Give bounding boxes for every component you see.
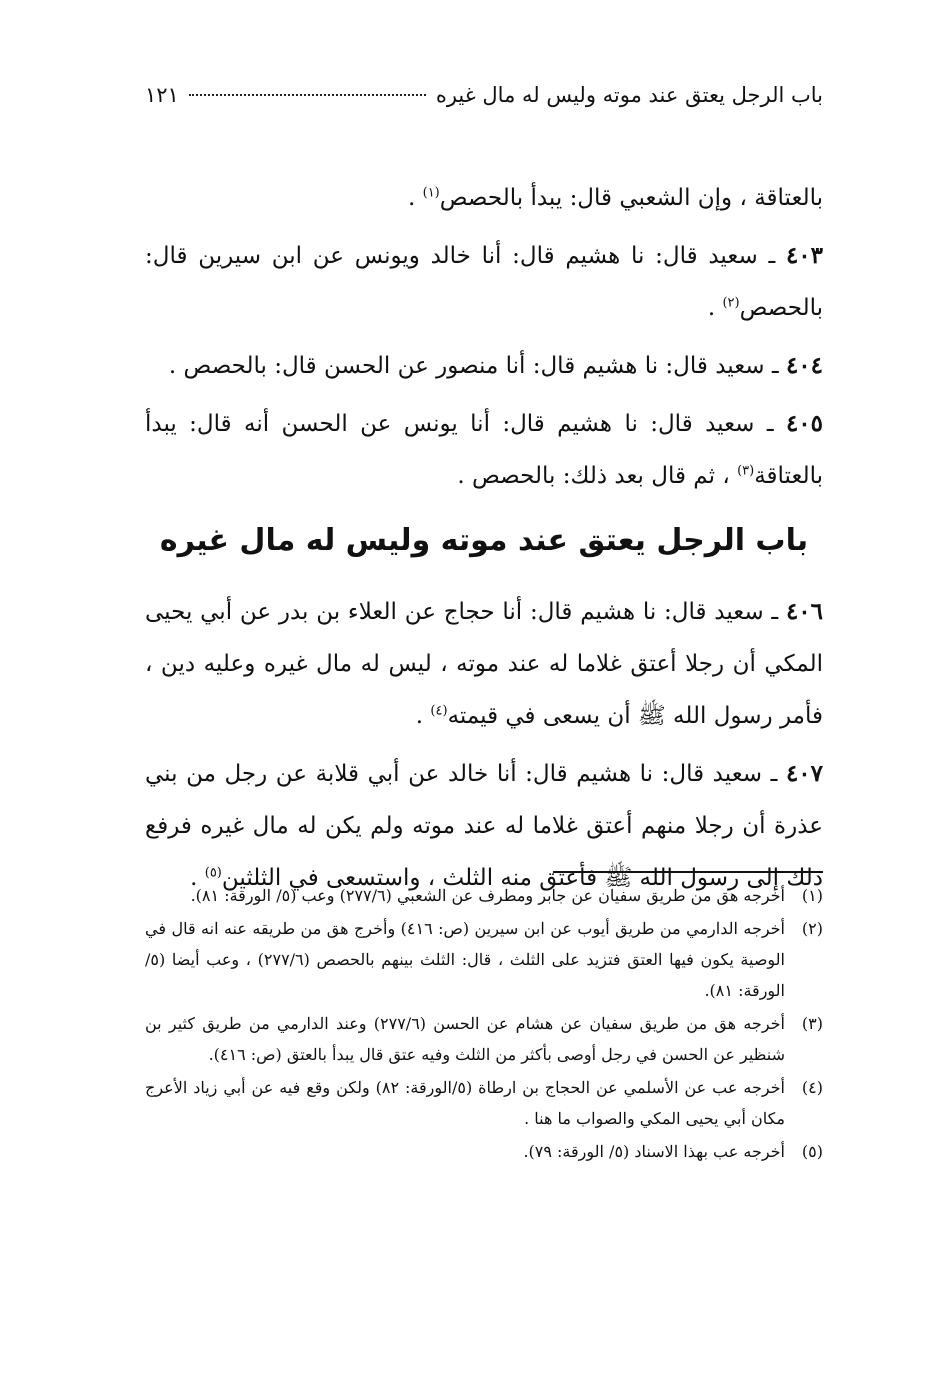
footnote-ref: (٥) — [204, 865, 222, 881]
footnote-number: (١) — [801, 886, 823, 905]
footnote-4 — [145, 1072, 823, 1134]
paragraph-tail: ، ثم قال بعد ذلك: بالحصص . — [457, 463, 738, 489]
paragraph-404 — [145, 340, 823, 392]
footnote-3 — [145, 1008, 823, 1070]
paragraph-text: ـ سعيد قال: نا هشيم قال: أنا خالد ويونس عن ابن سيرين قال: بالحصص — [145, 243, 823, 321]
paragraph-tail: . — [190, 865, 205, 891]
footnote-number: (٢) — [801, 919, 823, 938]
dot-leader — [189, 94, 426, 96]
paragraph-number: ٤٠٥ — [785, 410, 823, 437]
body-text — [145, 172, 823, 904]
footnote-number: (٣) — [801, 1014, 823, 1033]
footnote-text: أخرجه الدارمي من طريق أيوب عن ابن سيرين (ص: ٤١٦) وأخرج هق من طريقه عنه انه قال في الوصية يكون فيها العتق فتزيد على الثلث ، قال: الثلث بينهم بالحصص (٢٧٧/٦) ، وعب أيضا (٥/ الورقة: ٨١). — [145, 919, 786, 1000]
paragraph-405 — [145, 398, 823, 502]
running-header — [145, 80, 823, 110]
paragraph-number: ٤٠٧ — [785, 760, 823, 787]
paragraph-number: ٤٠٤ — [785, 352, 823, 379]
paragraph-406 — [145, 586, 823, 742]
footnote-1 — [145, 880, 823, 911]
paragraph-text: ـ سعيد قال: نا هشيم قال: أنا خالد عن أبي قلابة عن رجل من بني عذرة أن رجلا منهم أعتق غلاما له عند موته ولم يكن له مال غيره فرفع ذلك إلى رسول الله ﷺ فأعتق منه الثلث ، واستسعى في الثلثين — [145, 761, 823, 891]
footnote-ref: (١) — [422, 185, 440, 201]
footnote-number: (٥) — [801, 1142, 823, 1161]
paragraph-tail: . — [707, 295, 723, 321]
footnote-text: أخرجه عب بهذا الاسناد (٥/ الورقة: ٧٩). — [523, 1142, 785, 1161]
page-number: ١٢١ — [145, 83, 179, 107]
paragraph-continuation — [145, 172, 823, 224]
footnote-ref: (٢) — [722, 295, 740, 311]
paragraph-text: ـ سعيد قال: نا هشيم قال: أنا منصور عن الحسن قال: بالحصص . — [168, 353, 786, 379]
paragraph-403 — [145, 230, 823, 334]
footnote-number: (٤) — [801, 1078, 823, 1097]
footnotes — [145, 880, 823, 1169]
section-heading: باب الرجل يعتق عند موته وليس له مال غيره — [159, 523, 809, 558]
paragraph-text: ـ سعيد قال: نا هشيم قال: أنا حجاج عن العلاء بن بدر عن أبي يحيى المكي أن رجلا أعتق غلاما له عند موته ، ليس له مال غيره وعليه دين ، فأمر رسول الله ﷺ أن يسعى في قيمته — [145, 599, 823, 729]
footnote-5 — [145, 1136, 823, 1167]
paragraph-text: ـ سعيد قال: نا هشيم قال: أنا يونس عن الحسن أنه قال: يبدأ بالعتاقة — [145, 411, 823, 489]
footnote-ref: (٤) — [430, 703, 448, 719]
paragraph-number: ٤٠٦ — [785, 598, 823, 625]
paragraph-text: بالعتاقة ، وإن الشعبي قال: يبدأ بالحصص — [439, 185, 823, 211]
paragraph-tail: . — [415, 703, 431, 729]
footnote-2 — [145, 913, 823, 1006]
footnote-ref: (٣) — [737, 463, 755, 479]
footnote-text: أخرجه عب عن الأسلمي عن الحجاج بن ارطاة (٥/الورقة: ٨٢) ولكن وقع فيه عن أبي زياد الأعرج مكان أبي يحيى المكي والصواب ما هنا . — [145, 1078, 785, 1128]
footnote-divider — [553, 871, 823, 873]
header-title: باب الرجل يعتق عند موته وليس له مال غيره — [435, 83, 823, 107]
page-content — [145, 80, 823, 910]
footnote-text: أخرجه هق من طريق سفيان عن هشام عن الحسن (٢٧٧/٦) وعند الدارمي من طريق كثير بن شنظير عن الحسن في رجل أوصى بأكثر من الثلث وفيه عتق قال يبدأ بالعتق (ص: ٤١٦). — [145, 1014, 785, 1064]
paragraph-number: ٤٠٣ — [785, 242, 823, 269]
footnote-text: أخرجه هق من طريق سفيان عن جابر ومطرف عن الشعبي (٢٧٧/٦) وعب (٥/ الورقة: ٨١). — [190, 886, 785, 905]
paragraph-tail: . — [407, 185, 423, 211]
